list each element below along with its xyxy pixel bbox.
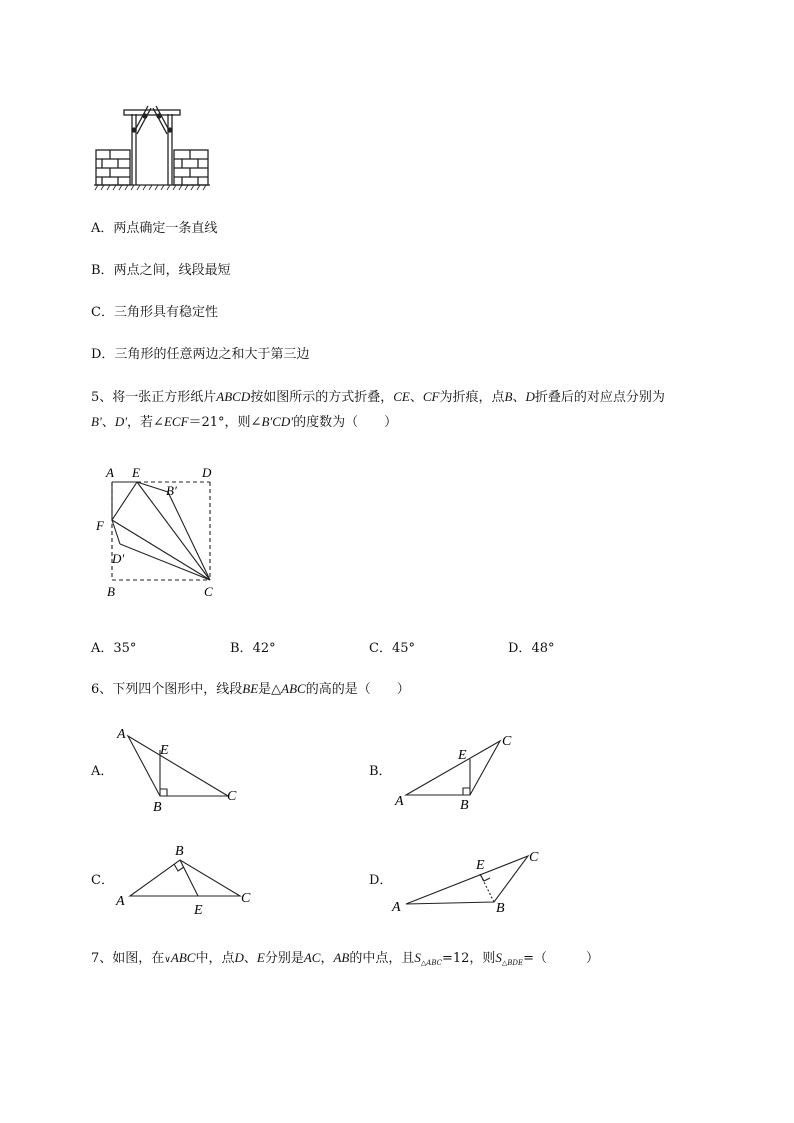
q4-option-d: D．三角形的任意两边之和大于第三边 [91,347,310,362]
q4-option-c: C．三角形具有稳定性 [91,305,218,320]
q6-figure-d [388,844,548,919]
q6c-label-b: B [175,844,184,859]
q5-label-dprime: D′ [112,551,125,566]
q5-label-bprime: B′ [166,483,177,498]
q6a-label-e: E [160,743,169,758]
q5-label-e: E [132,465,140,480]
q6d-label-c: C [529,850,539,865]
q5-stem-line2: B′、D′，若∠ECF＝21°，则∠B′CD′的度数为（ ） [91,414,398,430]
q6-figure-c [110,840,260,920]
q6d-label-e: E [476,858,485,873]
q6b-label-a: A [395,794,404,809]
q6a-label-c: C [227,789,237,804]
wall-frame-figure [90,100,215,192]
q5-label-a: A [106,465,114,480]
q6d-label-b: B [496,901,505,916]
q6a-label-a: A [117,727,126,742]
q6c-label-c: C [241,891,251,906]
q5-label-c: C [204,584,213,599]
q5-label-b: B [107,584,115,599]
q6-option-d-letter: D． [369,873,393,888]
q4-option-b: B．两点之间，线段最短 [91,263,231,278]
q5-stem-line1: 5、将一张正方形纸片ABCD按如图所示的方式折叠，CE、CF为折痕，点B、D折叠后的对应点分别为 [91,389,665,405]
q6-stem: 6、下列四个图形中，线段BE是△ABC的高的是（ ） [91,681,410,697]
q6b-label-b: B [460,798,469,813]
q6a-label-b: B [153,800,162,815]
q6-figure-b [388,727,528,817]
q6-option-b-letter: B． [369,764,392,779]
q7-stem: 7、如图，在∨ABC中，点D、E分别是AC，AB的中点，且$S_{\triangle ABC}=12$，则$S_{\triangle BDE}=$（ ） [91,950,600,967]
q5-label-d: D [202,465,212,480]
q6-option-c-letter: C． [91,873,114,888]
q6-option-a-letter: A． [91,764,114,779]
q5-option-d: D．48° [508,641,555,656]
q5-option-a: A．35° [91,641,137,656]
q6d-label-a: A [392,900,401,915]
q6b-label-e: E [458,748,467,763]
q6-figure-a [110,722,250,817]
q6b-label-c: C [502,734,512,749]
q5-fold-figure [90,460,230,605]
q4-option-a: A．两点确定一条直线 [91,221,218,236]
q6c-label-e: E [194,903,203,918]
q5-label-f: F [96,518,104,533]
q6c-label-a: A [116,894,125,909]
q5-option-b: B．42° [230,641,276,656]
q5-option-c: C．45° [369,641,415,656]
